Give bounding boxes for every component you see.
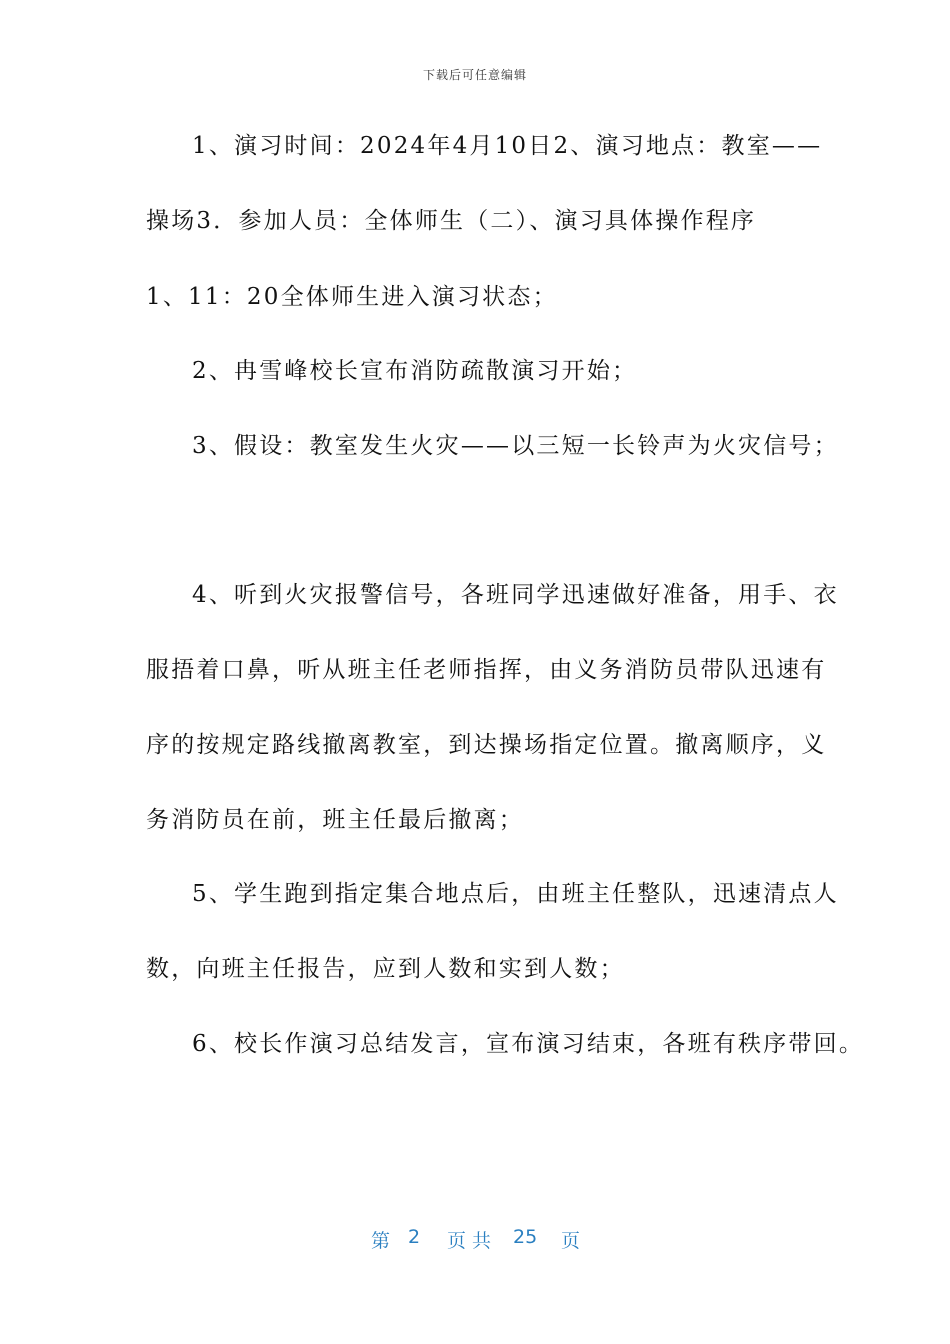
paragraph-line: 1、11：20全体师生进入演习状态； — [146, 284, 558, 310]
paragraph-line: 服捂着口鼻，听从班主任老师指挥，由义务消防员带队迅速有 — [146, 657, 827, 683]
footer-label-ye: 页 — [561, 1230, 581, 1252]
paragraph-line: 5、学生跑到指定集合地点后，由班主任整队，迅速清点人 — [192, 881, 839, 907]
paragraph-line: 1、演习时间：2024年4月10日2、演习地点：教室—— — [192, 133, 823, 159]
paragraph-line: 数，向班主任报告，应到人数和实到人数； — [146, 956, 625, 982]
page-header: 下载后可任意编辑 — [422, 68, 527, 82]
footer-page-total: 25 — [513, 1226, 538, 1248]
footer-label-di: 第 — [371, 1230, 391, 1252]
paragraph-line: 4、听到火灾报警信号，各班同学迅速做好准备，用手、衣 — [192, 582, 839, 608]
footer-label-ye-gong: 页 共 — [447, 1230, 492, 1252]
paragraph-line: 3、假设：教室发生火灾——以三短一长铃声为火灾信号； — [192, 433, 839, 459]
paragraph-line: 6、校长作演习总结发言，宣布演习结束，各班有秩序带回。 — [192, 1031, 865, 1057]
paragraph-line: 2、冉雪峰校长宣布消防疏散演习开始； — [192, 358, 638, 384]
paragraph-line: 务消防员在前，班主任最后撤离； — [146, 807, 524, 833]
paragraph-line: 序的按规定路线撤离教室，到达操场指定位置。撤离顺序，义 — [146, 732, 827, 758]
footer-page-current: 2 — [408, 1226, 421, 1248]
paragraph-line: 操场3．参加人员：全体师生（二）、演习具体操作程序 — [146, 208, 757, 234]
